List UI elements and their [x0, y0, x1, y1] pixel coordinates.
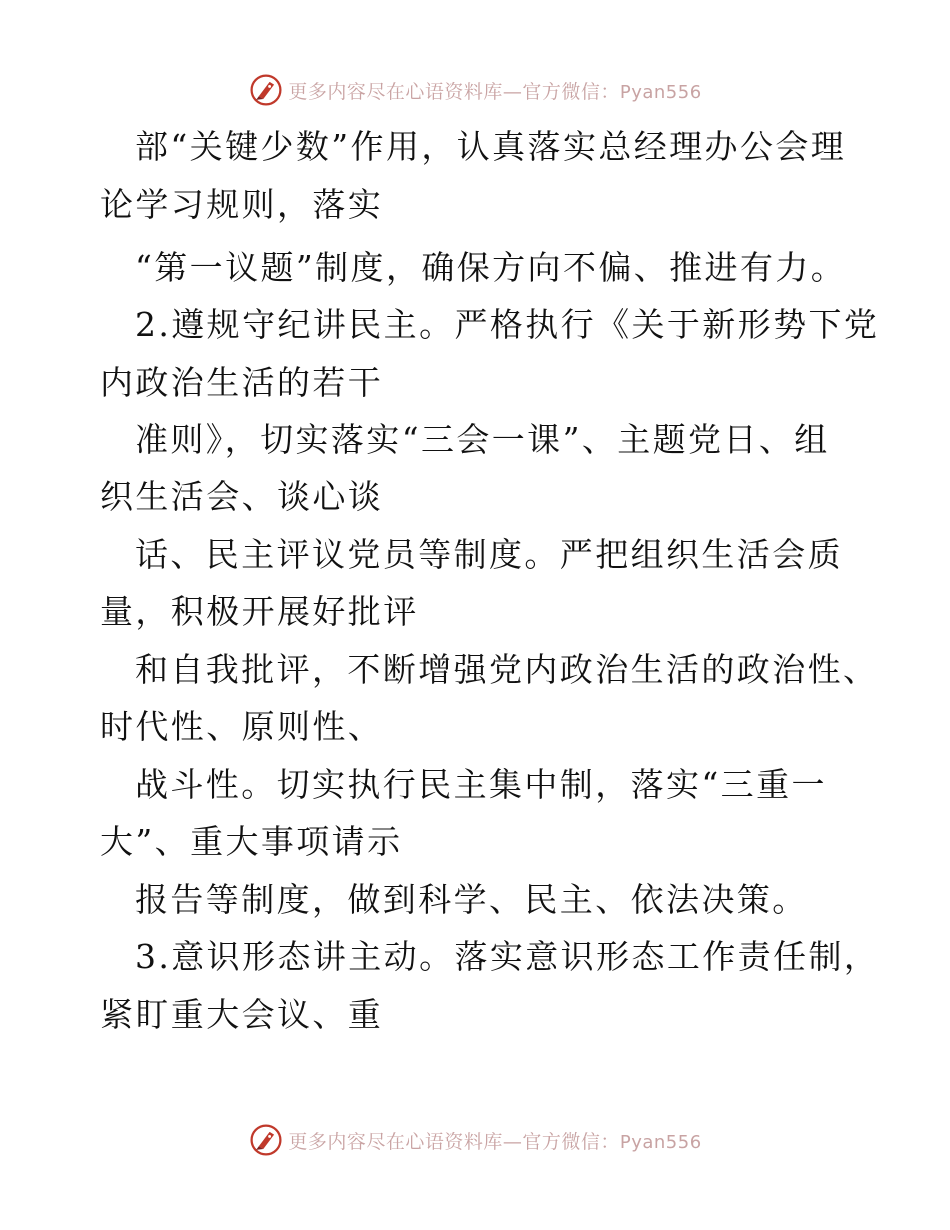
text-line: 时代性、原则性、 — [100, 707, 384, 746]
footer-banner — [0, 1120, 950, 1160]
text-line: 报告等制度，做到科学、民主、依法决策。 — [135, 880, 808, 919]
text-line: 战斗性。切实执行民主集中制，落实“三重一 — [135, 765, 827, 804]
footer-brand: 更多内容尽在心语资料库 — [288, 1130, 503, 1153]
header-brand: 更多内容尽在心语资料库 — [288, 80, 503, 103]
text-line: 2.遵规守纪讲民主。严格执行《关于新形势下党 — [135, 305, 880, 344]
header-separator: — — [502, 80, 523, 103]
text-line: 准则》，切实落实“三会一课”、主题党日、组 — [135, 420, 830, 459]
text-line: 3.意识形态讲主动。落实意识形态工作责任制， — [135, 937, 880, 976]
text-line: 部“关键少数”作用，认真落实总经理办公会理 — [135, 127, 847, 166]
text-line: “第一议题”制度，确保方向不偏、推进有力。 — [135, 248, 847, 287]
header-wechat-id: Pyan556 — [619, 81, 702, 103]
text-line: 和自我批评，不断增强党内政治生活的政治性、 — [135, 650, 879, 689]
text-line: 大”、重大事项请示 — [100, 822, 403, 861]
footer-wechat-id: Pyan556 — [619, 1131, 702, 1153]
pen-nib-logo-icon — [248, 72, 284, 108]
header-wechat-label: 官方微信： — [522, 80, 620, 103]
text-line: 内政治生活的若干 — [100, 363, 384, 402]
text-line: 话、民主评议党员等制度。严把组织生活会质 — [135, 535, 843, 574]
footer-separator: — — [502, 1130, 523, 1153]
pen-nib-logo-icon — [248, 1122, 284, 1158]
text-line: 织生活会、谈心谈 — [100, 477, 384, 516]
text-line: 量，积极开展好批评 — [100, 592, 419, 631]
text-line: 紧盯重大会议、重 — [100, 995, 384, 1034]
header-banner — [0, 70, 950, 110]
header-banner-text — [288, 77, 701, 104]
footer-wechat-label: 官方微信： — [522, 1130, 620, 1153]
text-line: 论学习规则，落实 — [100, 185, 384, 224]
footer-banner-text — [288, 1127, 701, 1154]
